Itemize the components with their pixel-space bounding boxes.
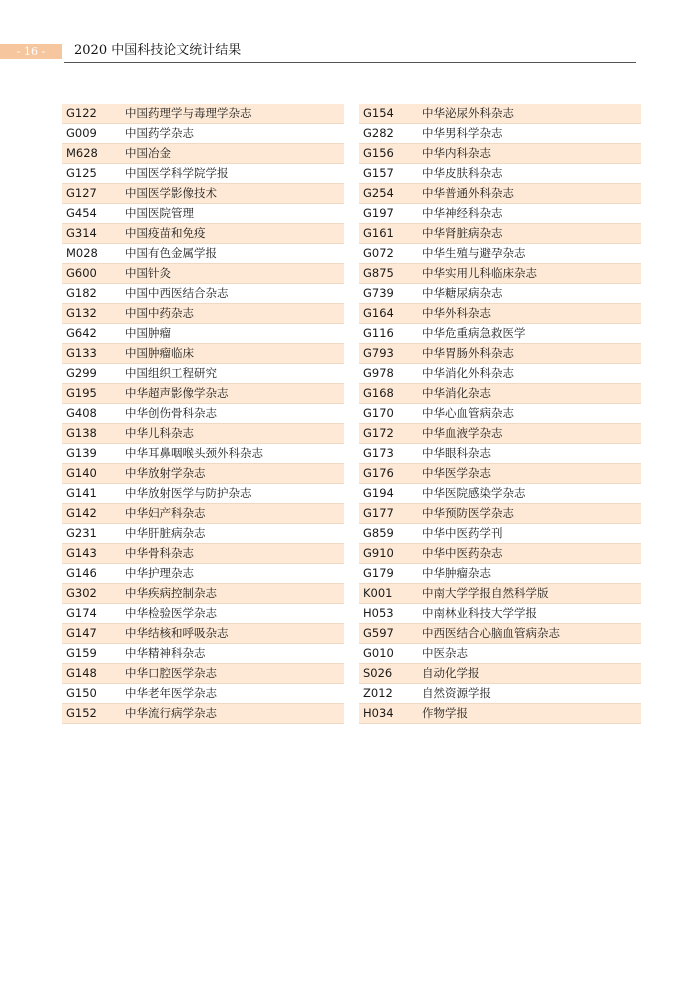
journal-code: G197 [363, 206, 394, 220]
journal-code: M628 [66, 146, 98, 160]
table-row [62, 424, 344, 444]
journal-code: S026 [363, 666, 393, 680]
journal-name: 中华疾病控制杂志 [125, 586, 217, 600]
table-row [62, 624, 344, 644]
table-row [359, 144, 641, 164]
table-row [359, 664, 641, 684]
table-row [359, 564, 641, 584]
journal-name: 中华放射学杂志 [125, 466, 206, 480]
journal-code: G231 [66, 526, 97, 540]
journal-code: G254 [363, 186, 394, 200]
journal-code: G195 [66, 386, 97, 400]
journal-name: 中华胃肠外科杂志 [422, 346, 514, 360]
journal-code: G156 [363, 146, 394, 160]
journal-code: G072 [363, 246, 394, 260]
table-row [359, 384, 641, 404]
journal-name: 中华流行病学杂志 [125, 706, 217, 720]
journal-code: G170 [363, 406, 394, 420]
table-row [62, 304, 344, 324]
table-row [359, 324, 641, 344]
table-row [62, 504, 344, 524]
table-row [359, 504, 641, 524]
journal-code: G140 [66, 466, 97, 480]
journal-code: G154 [363, 106, 394, 120]
table-row [62, 344, 344, 364]
journal-name: 中国组织工程研究 [125, 366, 217, 380]
journal-code: G152 [66, 706, 97, 720]
journal-name: 中国中药杂志 [125, 306, 194, 320]
journal-code: G139 [66, 446, 97, 460]
journal-code: H034 [363, 706, 394, 720]
journal-name: 中华妇产科杂志 [125, 506, 206, 520]
journal-name: 中华普通外科杂志 [422, 186, 514, 200]
journal-code: G147 [66, 626, 97, 640]
journal-name: 中国冶金 [125, 146, 171, 160]
journal-code: G793 [363, 346, 394, 360]
journal-code: G299 [66, 366, 97, 380]
table-row [62, 204, 344, 224]
journal-code: G157 [363, 166, 394, 180]
journal-name: 自然资源学报 [422, 686, 491, 700]
journal-code: G174 [66, 606, 97, 620]
journal-code: Z012 [363, 686, 393, 700]
journal-code: G176 [363, 466, 394, 480]
journal-name: 中国药学杂志 [125, 126, 194, 140]
journal-name: 中华危重病急救医学 [422, 326, 526, 340]
journal-code: G314 [66, 226, 97, 240]
journal-code: G408 [66, 406, 97, 420]
journal-code: G642 [66, 326, 97, 340]
table-row [359, 344, 641, 364]
table-row [359, 684, 641, 704]
journal-code: M028 [66, 246, 98, 260]
table-row [359, 644, 641, 664]
journal-code: G150 [66, 686, 97, 700]
journal-code: G597 [363, 626, 394, 640]
journal-name: 中医杂志 [422, 646, 468, 660]
journal-name: 中华耳鼻咽喉头颈外科杂志 [125, 446, 263, 460]
journal-name: 中国医学科学院学报 [125, 166, 229, 180]
table-row [359, 224, 641, 244]
table-row [62, 684, 344, 704]
journal-code: G859 [363, 526, 394, 540]
journal-name: 中国肿瘤 [125, 326, 171, 340]
table-row [62, 464, 344, 484]
table-row [359, 544, 641, 564]
table-row [62, 524, 344, 544]
table-row [62, 324, 344, 344]
journal-name: 中华骨科杂志 [125, 546, 194, 560]
journal-name: 中华消化外科杂志 [422, 366, 514, 380]
table-row [62, 704, 344, 724]
journal-name: 中华护理杂志 [125, 566, 194, 580]
table-row [62, 144, 344, 164]
table-row [359, 484, 641, 504]
table-row [62, 604, 344, 624]
table-row [62, 664, 344, 684]
journal-code: G910 [363, 546, 394, 560]
journal-code: G179 [363, 566, 394, 580]
journal-name: 中华肝脏病杂志 [125, 526, 206, 540]
table-row [62, 564, 344, 584]
journal-name: 中华中医药杂志 [422, 546, 503, 560]
journal-code: G138 [66, 426, 97, 440]
journal-name: 中华实用儿科临床杂志 [422, 266, 537, 280]
running-header-title: 2020 中国科技论文统计结果 [74, 43, 242, 58]
journal-name: 中华口腔医学杂志 [125, 666, 217, 680]
journal-name: 中华创伤骨科杂志 [125, 406, 217, 420]
journal-name: 中华儿科杂志 [125, 426, 194, 440]
journal-name: 中华放射医学与防护杂志 [125, 486, 252, 500]
journal-code: G146 [66, 566, 97, 580]
journal-table-left [62, 104, 344, 724]
journal-name: 中华结核和呼吸杂志 [125, 626, 229, 640]
table-row [359, 464, 641, 484]
table-row [62, 224, 344, 244]
journal-code: G164 [363, 306, 394, 320]
table-row [62, 384, 344, 404]
table-row [62, 584, 344, 604]
journal-table-right [359, 104, 641, 724]
journal-name: 中华神经科杂志 [422, 206, 503, 220]
table-row [62, 264, 344, 284]
journal-code: G168 [363, 386, 394, 400]
journal-code: G010 [363, 646, 394, 660]
journal-name: 中华医院感染学杂志 [422, 486, 526, 500]
table-row [359, 444, 641, 464]
journal-name: 中华消化杂志 [422, 386, 491, 400]
table-row [359, 584, 641, 604]
journal-code: G454 [66, 206, 97, 220]
journal-code: G116 [363, 326, 394, 340]
journal-name: 中国有色金属学报 [125, 246, 217, 260]
journal-code: G600 [66, 266, 97, 280]
table-row [359, 604, 641, 624]
journal-name: 中南林业科技大学学报 [422, 606, 537, 620]
header-divider [64, 62, 636, 63]
journal-code: K001 [363, 586, 393, 600]
journal-code: G302 [66, 586, 97, 600]
table-row [359, 524, 641, 544]
journal-name: 中华糖尿病杂志 [422, 286, 503, 300]
journal-name: 中国药理学与毒理学杂志 [125, 106, 252, 120]
journal-name: 中南大学学报自然科学版 [422, 586, 549, 600]
journal-name: 中华超声影像学杂志 [125, 386, 229, 400]
journal-code: G133 [66, 346, 97, 360]
table-row [359, 364, 641, 384]
table-row [62, 644, 344, 664]
table-row [62, 404, 344, 424]
table-row [359, 204, 641, 224]
journal-code: G141 [66, 486, 97, 500]
journal-name: 中华预防医学杂志 [422, 506, 514, 520]
table-row [62, 544, 344, 564]
journal-code: G182 [66, 286, 97, 300]
journal-code: G125 [66, 166, 97, 180]
table-row [359, 104, 641, 124]
table-row [359, 424, 641, 444]
journal-name: 中华外科杂志 [422, 306, 491, 320]
journal-name: 中国中西医结合杂志 [125, 286, 229, 300]
table-row [359, 404, 641, 424]
journal-code: G739 [363, 286, 394, 300]
table-row [359, 244, 641, 264]
journal-name: 中西医结合心脑血管病杂志 [422, 626, 560, 640]
journal-name: 自动化学报 [422, 666, 480, 680]
table-row [62, 364, 344, 384]
journal-name: 中国医院管理 [125, 206, 194, 220]
journal-name: 中华检验医学杂志 [125, 606, 217, 620]
journal-name: 中国医学影像技术 [125, 186, 217, 200]
table-row [62, 124, 344, 144]
journal-code: G143 [66, 546, 97, 560]
table-row [359, 284, 641, 304]
page-number-badge: - 16 - [0, 44, 62, 59]
journal-code: G172 [363, 426, 394, 440]
journal-name: 中华生殖与避孕杂志 [422, 246, 526, 260]
table-row [62, 444, 344, 464]
journal-code: G148 [66, 666, 97, 680]
journal-code: G127 [66, 186, 97, 200]
journal-name: 中华男科学杂志 [422, 126, 503, 140]
journal-code: G282 [363, 126, 394, 140]
journal-name: 中华精神科杂志 [125, 646, 206, 660]
table-row [62, 484, 344, 504]
table-row [62, 104, 344, 124]
journal-code: G159 [66, 646, 97, 660]
journal-name: 中华心血管病杂志 [422, 406, 514, 420]
table-row [62, 244, 344, 264]
journal-name: 中华血液学杂志 [422, 426, 503, 440]
journal-code: G194 [363, 486, 394, 500]
journal-code: H053 [363, 606, 394, 620]
journal-code: G132 [66, 306, 97, 320]
table-row [359, 264, 641, 284]
journal-code: G173 [363, 446, 394, 460]
journal-code: G122 [66, 106, 97, 120]
journal-code: G978 [363, 366, 394, 380]
journal-name: 作物学报 [422, 706, 468, 720]
table-row [62, 184, 344, 204]
journal-name: 中国疫苗和免疫 [125, 226, 206, 240]
table-row [359, 164, 641, 184]
journal-name: 中华内科杂志 [422, 146, 491, 160]
table-row [359, 704, 641, 724]
table-row [62, 164, 344, 184]
table-row [359, 304, 641, 324]
table-row [359, 124, 641, 144]
journal-name: 中华老年医学杂志 [125, 686, 217, 700]
journal-code: G161 [363, 226, 394, 240]
table-row [359, 184, 641, 204]
journal-code: G875 [363, 266, 394, 280]
journal-code: G142 [66, 506, 97, 520]
journal-name: 中国针灸 [125, 266, 171, 280]
journal-name: 中华眼科杂志 [422, 446, 491, 460]
journal-code: G177 [363, 506, 394, 520]
table-row [359, 624, 641, 644]
table-row [62, 284, 344, 304]
journal-name: 中华肿瘤杂志 [422, 566, 491, 580]
journal-name: 中华医学杂志 [422, 466, 491, 480]
journal-name: 中华中医药学刊 [422, 526, 503, 540]
journal-name: 中国肿瘤临床 [125, 346, 194, 360]
journal-name: 中华泌尿外科杂志 [422, 106, 514, 120]
journal-name: 中华肾脏病杂志 [422, 226, 503, 240]
journal-code: G009 [66, 126, 97, 140]
journal-name: 中华皮肤科杂志 [422, 166, 503, 180]
